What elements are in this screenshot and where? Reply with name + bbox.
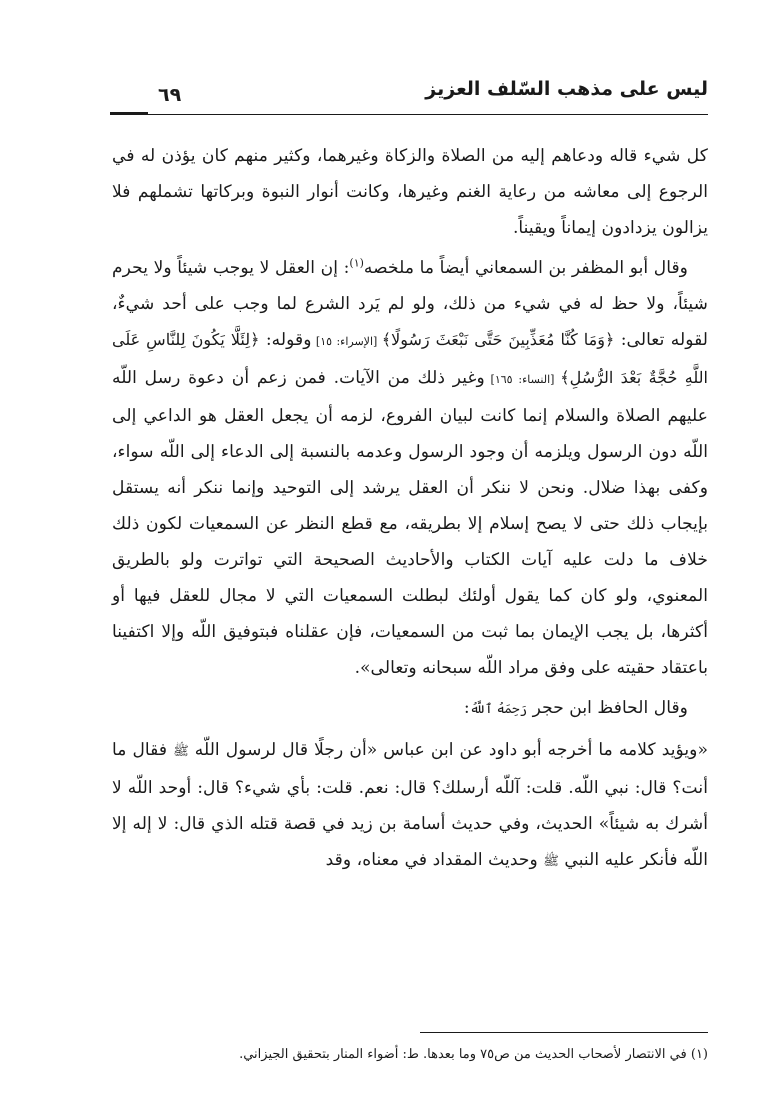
p2-text-c: وقوله: bbox=[259, 330, 312, 350]
salawat-symbol-1: ﷺ bbox=[173, 744, 189, 759]
verse-citation-1: [الإسراء: ١٥] bbox=[311, 335, 382, 348]
p3-text-b: : bbox=[463, 698, 470, 718]
header-rule-accent bbox=[110, 112, 148, 114]
footnote-reference: (١) bbox=[349, 256, 364, 270]
footnote: (١) في الانتصار لأصحاب الحديث من ص٧٥ وما بعدها. ط: أضواء المنار بتحقيق الجيزاني. bbox=[239, 1047, 708, 1062]
paragraph-1: كل شيء قاله ودعاهم إليه من الصلاة والزكاة وغيرهما، وكثير منهم كان يؤذن له في الرجوع إلى معاشه من رعاية الغنم وغيرها، وكانت أنوار النبوة وبركاتها تشملهم فلا يزالون يزدادون إيماناً ويقيناً. bbox=[112, 146, 708, 238]
page-number: ٦٩ bbox=[158, 84, 182, 106]
paragraph-2 bbox=[112, 250, 708, 686]
header-rule bbox=[110, 114, 708, 115]
p3-text-a: وقال الحافظ ابن حجر bbox=[527, 698, 688, 718]
p4-text-c: وحديث المقداد في معناه، وقد bbox=[325, 850, 544, 870]
honorific-rahimahullah: رَحِمَهُ ٱللَّهُ bbox=[469, 702, 528, 717]
running-title: ليس على مذهب السّلف العزيز bbox=[425, 78, 708, 100]
paragraph-4 bbox=[112, 732, 708, 880]
salawat-symbol-2: ﷺ bbox=[543, 854, 559, 869]
p2-text-d: وغير ذلك من الآيات. فمن زعم أن دعوة رسل اللّه عليهم الصلاة والسلام إنما كانت لبيان الفروع، لزمه أن يجعل العقل هو الداعي إلى اللّه دون الرسول ويلزمه أن وجود الرسول وعدمه بالنسبة إلى الدعاء إلى اللّه سواء، وكفى بهذا ضلال. ونحن لا ننكر أن العقل يرشد إلى التوحيد وإنما ننكر أنه يستقل بإيجاب ذلك حتى لا يصح إسلام إلا بطريقه، مع قطع النظر عن السمعيات لكون ذلك خلاف ما دلت عليه آيات الكتاب والأحاديث الصحيحة التي تواترت ولو بالطريق المعنوي، ولو كان كما يقول أولئك لبطلت السمعيات التي لا مجال للعقل فيها أو أكثرها، بل يجب الإيمان بما ثبت من السمعيات، فإن عقلناه فبتوفيق اللّه وإلا اكتفينا باعتقاد حقيته على وفق مراد اللّه سبحانه وتعالى». bbox=[112, 368, 708, 678]
quran-verse-2: ﴿لِئَلَّا يَكُونَ لِلنَّاسِ عَلَى اللَّهِ حُجَّةٌ بَعْدَ الرُّسُلِ﴾ bbox=[112, 330, 709, 387]
page-header bbox=[110, 78, 708, 114]
p4-text-b: فقال ما أنت؟ قال: نبي اللّه. قلت: آللّه أرسلك؟ قال: نعم. قلت: بأي شيء؟ قال: أوحد اللّه لا أشرك به شيئاً» الحديث، وفي حديث أسامة بن زيد في قصة قتله الذي قال: لا إله إلا اللّه فأنكر عليه النبي bbox=[112, 740, 708, 870]
p4-text-a: «ويؤيد كلامه ما أخرجه أبو داود عن ابن عباس «أن رجلًا قال لرسول اللّه bbox=[188, 740, 708, 760]
footnote-rule bbox=[420, 1032, 708, 1033]
verse-citation-2: [النساء: ١٦٥] bbox=[484, 373, 561, 386]
quran-verse-1: ﴿وَمَا كُنَّا مُعَذِّبِينَ حَتَّى نَبْعَثَ رَسُولًا﴾ bbox=[381, 330, 615, 349]
paragraph-3 bbox=[112, 690, 708, 728]
p2-text-a: وقال أبو المظفر بن السمعاني أيضاً ما ملخصه bbox=[363, 258, 688, 278]
p2-text-b: : إن العقل لا يوجب شيئاً ولا يحرم شيئاً، ولا حظ له في شيء من ذلك، ولو لم يَرد الشرع لما وجب على أحد شيءٌ، لقوله تعالى: bbox=[112, 258, 709, 350]
body-text bbox=[112, 138, 708, 884]
